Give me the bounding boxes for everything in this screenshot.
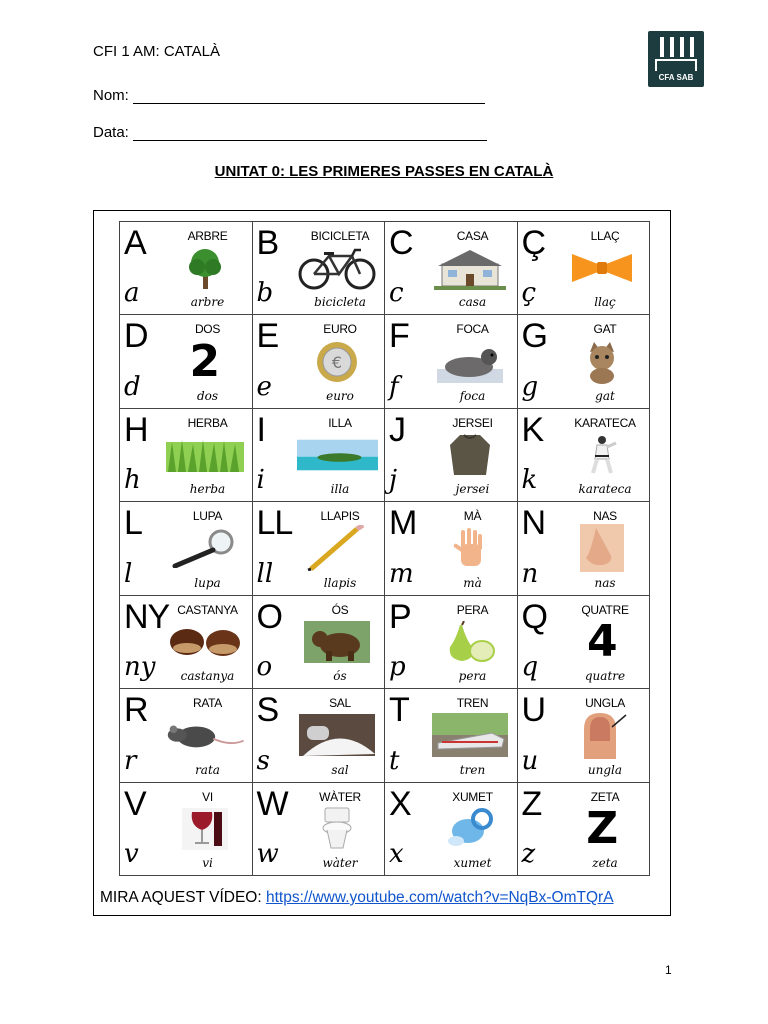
letter-cell-foca [385,315,518,408]
cursive-word: bicicleta [314,295,366,310]
word-label: RATA [192,696,223,711]
cursive-word: karateca [578,482,632,497]
cursive-word: jersei [455,482,490,497]
tree-icon [164,243,246,293]
word-label: ZETA [590,789,620,804]
word-label: NAS [593,509,617,524]
letter-cell-ós [253,596,386,689]
island-icon [297,430,379,480]
uppercase-letter: E [256,317,279,356]
cursive-word: foca [459,388,486,403]
word-label: CASA [456,229,489,243]
pacifier-icon [429,804,511,854]
lowercase-letter: e [256,371,272,402]
letter-cell-jersei [385,409,518,502]
name-blank-line [133,89,485,104]
letter-cell-pera [385,596,518,689]
lowercase-letter: h [124,465,141,496]
word-label: FOCA [456,322,489,337]
letter-cell-herba [120,409,253,502]
cursive-word: ungla [587,762,623,777]
letter-cell-sal [253,689,386,782]
bow-tie-icon [562,243,644,293]
word-label: ILLA [328,415,352,430]
lowercase-letter: r [124,745,137,776]
word-label: LUPA [192,509,223,524]
letter-cell-vi [120,783,253,876]
school-logo [648,31,704,87]
number-four-icon [562,617,644,667]
lowercase-letter: t [389,745,400,776]
glyph-picture: 2 [189,335,221,387]
letter-cell-llaç [518,222,651,315]
lowercase-letter: x [389,839,404,869]
word-label: TREN [456,696,489,711]
uppercase-letter: A [124,224,146,262]
seal-icon [429,336,511,386]
lowercase-letter: o [256,652,273,683]
uppercase-letter: P [389,597,411,636]
uppercase-letter: V [124,784,146,823]
letter-cell-arbre [120,222,253,315]
lowercase-letter: s [256,745,270,776]
chestnut-icon [164,617,246,667]
uppercase-letter: Q [521,597,547,636]
letter-z-icon [562,804,644,854]
cursive-word: gat [595,388,615,403]
lowercase-letter: ny [124,652,156,683]
lowercase-letter: w [256,839,279,869]
cursive-word: llaç [594,295,616,310]
pear-icon [429,617,511,667]
letter-cell-illa [253,409,386,502]
letter-cell-nas [518,502,651,595]
bicycle-icon [297,243,379,293]
lowercase-letter: j [389,465,398,496]
video-link[interactable]: https://www.youtube.com/watch?v=NqBx-OmTQrA [265,889,614,906]
uppercase-letter: Ç [521,224,546,262]
uppercase-letter: I [256,410,265,449]
lowercase-letter: n [521,558,539,589]
letter-cell-castanya [120,596,253,689]
uppercase-letter: K [521,410,544,449]
house-icon [429,243,511,293]
cursive-word: mà [463,575,482,590]
cursive-word: pera [458,669,487,684]
word-label: HERBA [187,415,228,430]
word-label: UNGLA [585,696,625,711]
letter-cell-mà [385,502,518,595]
bear-icon [297,617,379,667]
lowercase-letter: a [124,278,140,309]
uppercase-letter: H [124,410,148,449]
grass-icon [164,430,246,480]
magnifier-icon [164,523,246,573]
lowercase-letter: i [256,465,265,496]
sweater-icon [429,430,511,480]
cat-icon [562,336,644,386]
word-label: LLAÇ [590,229,620,243]
date-label: Data: [93,124,129,141]
word-label: JERSEI [452,415,493,430]
letter-cell-xumet [385,783,518,876]
lowercase-letter: m [389,558,414,589]
word-label: ÓS [331,602,349,617]
pencil-icon [297,523,379,573]
uppercase-letter: Z [521,784,542,823]
letter-cell-karateca [518,409,651,502]
uppercase-letter: D [124,317,148,356]
word-label: VI [202,789,213,804]
letter-cell-casa [385,222,518,315]
lowercase-letter: p [389,652,406,683]
name-field [93,87,485,104]
lowercase-letter: ll [256,558,274,589]
alphabet-grid [119,221,650,876]
course-heading: CFI 1 AM: CATALÀ [93,43,220,60]
rat-icon [164,710,246,760]
uppercase-letter: G [521,317,547,356]
word-label: WÀTER [319,789,361,804]
uppercase-letter: X [389,784,411,823]
letter-cell-llapis [253,502,386,595]
lowercase-letter: k [521,465,538,496]
fingernail-icon [562,710,644,760]
video-line [100,889,614,907]
uppercase-letter: F [389,317,409,356]
number-two-icon [164,336,246,386]
uppercase-letter: LL [256,504,293,543]
uppercase-letter: N [521,504,546,543]
lowercase-letter: c [389,278,404,309]
lowercase-letter: g [521,371,539,402]
page-title: UNITAT 0: LES PRIMERES PASSES EN CATALÀ [214,163,554,180]
hand-icon [429,523,511,573]
word-label: GAT [593,322,617,337]
train-icon [429,710,511,760]
uppercase-letter: O [256,597,282,636]
date-field [93,124,487,141]
uppercase-letter: R [124,691,148,730]
cursive-word: casa [458,295,487,310]
cursive-word: illa [330,482,350,497]
letter-cell-euro [253,315,386,408]
date-blank-line [133,126,487,141]
cursive-word: euro [326,388,354,403]
lowercase-letter: v [124,839,139,869]
cursive-word: zeta [592,856,618,870]
cursive-word: vi [202,856,213,870]
letter-cell-bicicleta [253,222,386,315]
lowercase-letter: f [389,371,399,402]
cursive-word: wàter [322,856,358,870]
cursive-word: quatre [584,669,626,684]
uppercase-letter: NY [124,597,170,636]
cursive-word: nas [594,575,616,590]
letter-cell-rata [120,689,253,782]
lowercase-letter: d [124,371,141,402]
letter-cell-wàter [253,783,386,876]
word-label: KARATECA [574,415,636,430]
logo-text: CFA SAB [658,73,694,82]
euro-coin-icon [297,336,379,386]
page-number: 1 [665,963,672,977]
uppercase-letter: U [521,691,546,730]
nose-icon [562,523,644,573]
video-label: MIRA AQUEST VÍDEO: [100,889,262,906]
cursive-word: xumet [453,856,492,870]
letter-cell-ungla [518,689,651,782]
cursive-word: herba [189,482,226,497]
cursive-word: castanya [180,669,235,684]
word-label: LLAPIS [320,509,360,524]
lowercase-letter: ç [521,278,537,309]
name-label: Nom: [93,87,129,104]
lowercase-letter: l [124,558,133,589]
word-label: SAL [329,696,351,711]
word-label: PERA [456,602,489,617]
cursive-word: dos [196,388,219,403]
lowercase-letter: z [521,839,536,869]
word-label: MÀ [463,509,482,524]
cursive-word: llapis [323,575,357,590]
uppercase-letter: S [256,691,279,730]
lowercase-letter: q [521,652,539,683]
toilet-icon [297,804,379,854]
uppercase-letter: J [389,410,405,449]
karateka-icon [562,430,644,480]
cursive-word: rata [195,762,220,777]
glyph-picture: 4 [586,615,618,667]
word-label: BICICLETA [310,229,370,243]
word-label: EURO [323,322,357,337]
cursive-word: lupa [194,575,221,590]
uppercase-letter: W [256,784,288,823]
letter-cell-quatre [518,596,651,689]
wine-icon [164,804,246,854]
svg-text:€: € [332,352,343,372]
cursive-word: tren [459,762,486,777]
cursive-word: ós [333,669,347,684]
salt-icon [297,710,379,760]
uppercase-letter: T [389,691,409,730]
uppercase-letter: L [124,504,142,543]
uppercase-letter: C [389,224,413,262]
word-label: CASTANYA [177,602,238,617]
letter-cell-gat [518,315,651,408]
word-label: XUMET [452,789,493,804]
letter-cell-dos [120,315,253,408]
word-label: QUATRE [581,602,629,617]
lowercase-letter: b [256,278,274,309]
word-label: ARBRE [187,229,228,243]
cursive-word: arbre [190,295,225,310]
uppercase-letter: M [389,504,417,543]
glyph-picture: Z [586,802,619,854]
uppercase-letter: B [256,224,279,262]
letter-cell-lupa [120,502,253,595]
letter-cell-zeta [518,783,651,876]
letter-cell-tren [385,689,518,782]
word-label: DOS [194,322,221,337]
lowercase-letter: u [521,745,539,776]
cursive-word: sal [331,762,349,777]
